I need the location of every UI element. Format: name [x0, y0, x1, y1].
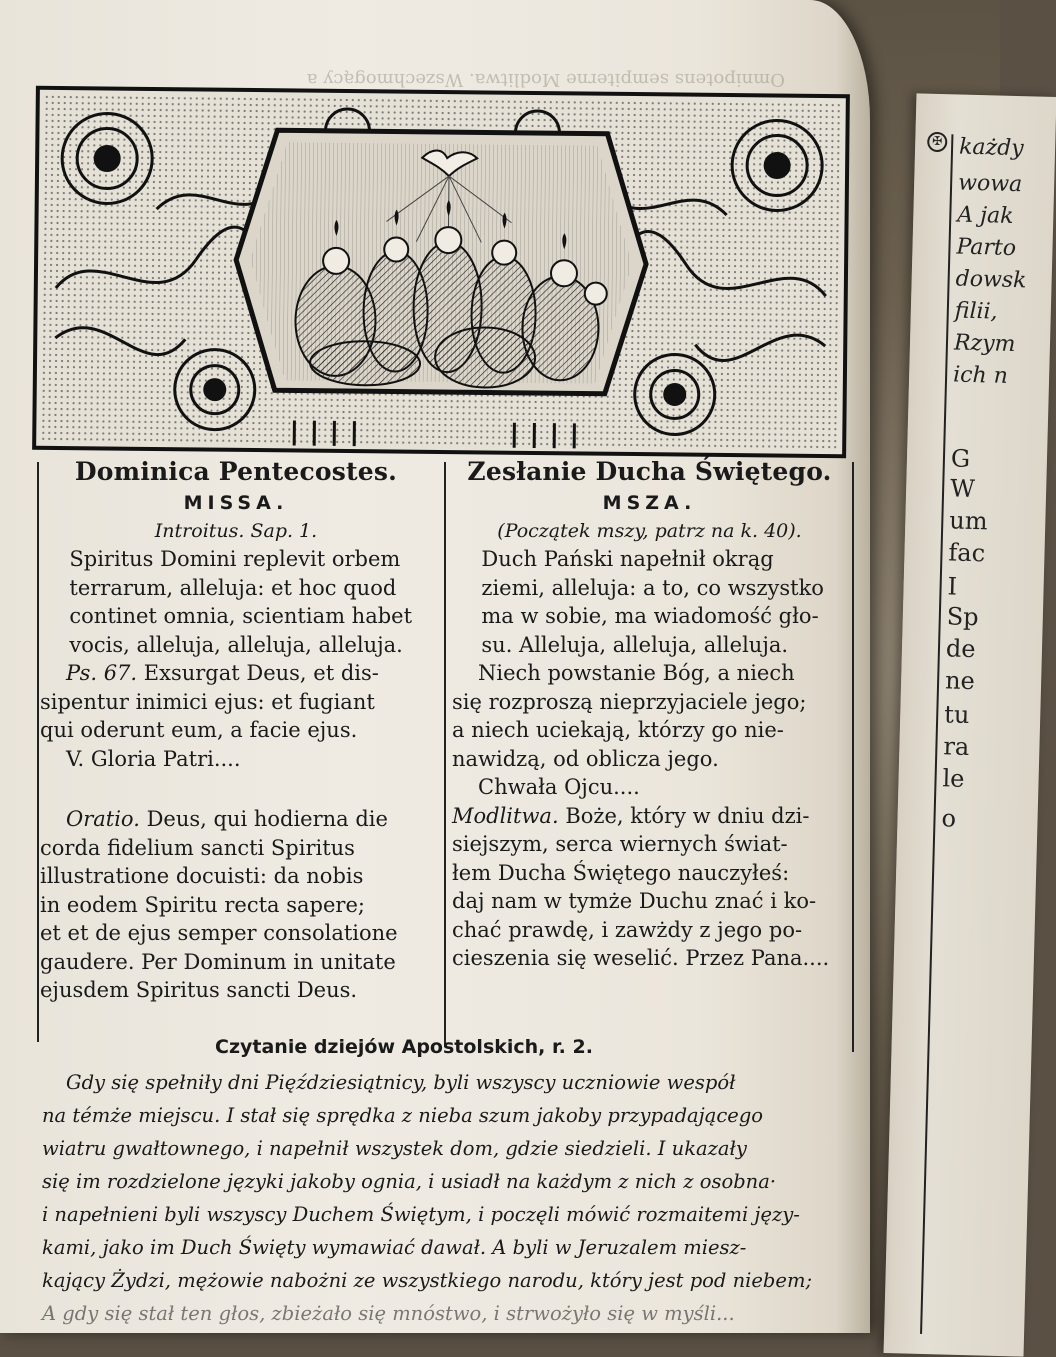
adjacent-page-line: ich n — [953, 362, 1008, 388]
text-line: łem Ducha Świętego nauczyłeś: — [452, 859, 847, 888]
adjacent-page-line: I — [947, 572, 957, 600]
adjacent-page-line: ra — [943, 732, 970, 761]
latin-psalm-cont — [40, 688, 432, 774]
acts-reading — [42, 1066, 842, 1330]
text-line: gaudere. Per Dominum in unitate — [40, 948, 432, 977]
adjacent-page-line: o — [941, 804, 956, 832]
adjacent-page-line: Sp — [946, 602, 979, 631]
text-line: et et de ejus semper consolatione — [40, 919, 432, 948]
section-mark-icon: ✠ — [927, 132, 948, 153]
adjacent-page-line: W — [950, 474, 975, 503]
adjacent-page-line: Parto — [956, 234, 1016, 261]
text-line: corda fidelium sancti Spiritus — [40, 834, 432, 863]
polish-introitus — [452, 545, 847, 659]
bleed-through-text: Omnipotens sempiterne Modlitwa. Wszechmogący a — [95, 60, 785, 90]
adjacent-page-line: dowsk — [955, 266, 1026, 293]
text-line: chać prawdę, i zawżdy z jego po- — [452, 916, 847, 945]
oratio-label: Oratio. — [66, 807, 140, 831]
latin-column — [40, 455, 432, 1005]
polish-subtitle: MSZA. — [452, 489, 847, 517]
modlitwa-first: Boże, który w dniu dzi- — [559, 804, 810, 828]
text-line — [66, 659, 432, 688]
column-rule-center — [444, 462, 446, 1047]
psalm-first: Exsurgat Deus, et dis- — [137, 661, 379, 685]
column-rule-right — [852, 462, 854, 1052]
latin-intro-ref: Introitus. Sap. 1. — [40, 517, 432, 545]
text-line: ejusdem Spiritus sancti Deus. — [40, 976, 432, 1005]
adjacent-page-line: de — [946, 634, 976, 663]
text-line: daj nam w tymże Duchu znać i ko- — [452, 887, 847, 916]
adjacent-page-line: każdy — [959, 135, 1024, 162]
psalm-label: Ps. 67. — [66, 661, 137, 685]
text-line: ma w sobie, ma wiadomość gło- — [452, 602, 847, 631]
adjacent-page-line: filii, — [955, 298, 998, 324]
text-line: vocis, alleluja, alleluja, alleluja. — [40, 631, 432, 660]
text-line: nawidzą, od oblicza jego. — [452, 745, 847, 774]
polish-intro-ref: (Początek mszy, patrz na k. 40). — [452, 517, 847, 545]
text-line: wiatru gwałtownego, i napełnił wszystek dom, gdzie siedzieli. I ukazały — [42, 1132, 842, 1165]
modlitwa-label: Modlitwa. — [452, 804, 559, 828]
text-line: na témże miejscu. I stał się sprędka z nieba szum jakoby przypadającego — [42, 1099, 842, 1132]
text-line: in eodem Spiritu recta sapere; — [40, 891, 432, 920]
text-line: kami, jako im Duch Święty wymawiać dawał. A byli w Jeruzalem miesz- — [42, 1231, 842, 1264]
adjacent-page-line: ne — [945, 666, 975, 695]
text-line: qui oderunt eum, a facie ejus. — [40, 716, 432, 745]
polish-column — [452, 455, 847, 973]
text-line: A gdy się stał ten głos, zbieżało się mnóstwo, i strwożyło się w myśli... — [42, 1297, 842, 1330]
text-line: terrarum, alleluja: et hoc quod — [40, 574, 432, 603]
text-line: sipentur inimici ejus: et fugiant — [40, 688, 432, 717]
text-line: su. Alleluja, alleluja, alleluja. — [452, 631, 847, 660]
text-line: się rozproszą nieprzyjaciele jego; — [452, 688, 847, 717]
latin-introitus — [40, 545, 432, 659]
text-line: cieszenia się weselić. Przez Pana.... — [452, 944, 847, 973]
text-line: kający Żydzi, mężowie nabożni ze wszystkiego narodu, który jest pod niebem; — [42, 1264, 842, 1297]
text-line: continet omnia, scientiam habet — [40, 602, 432, 631]
text-line: Chwała Ojcu.... — [452, 773, 847, 802]
text-line: Spiritus Domini replevit orbem — [40, 545, 432, 574]
oratio-first: Deus, qui hodierna die — [140, 807, 388, 831]
latin-psalm — [40, 659, 432, 688]
polish-oratio — [452, 802, 847, 973]
adjacent-page-line: tu — [944, 700, 970, 729]
latin-oratio — [40, 805, 432, 834]
text-line: siejszym, serca wiernych świat- — [452, 830, 847, 859]
text-line — [452, 802, 847, 831]
text-line: V. Gloria Patri.... — [40, 745, 432, 774]
text-line: illustratione docuisti: da nobis — [40, 862, 432, 891]
adjacent-page-line: le — [942, 764, 965, 793]
adjacent-page-line: um — [949, 506, 988, 535]
latin-oratio-cont — [40, 834, 432, 1005]
adjacent-page-line: fac — [948, 538, 985, 567]
adjacent-page-line: wowa — [958, 171, 1023, 198]
pentecost-engraving — [34, 88, 848, 456]
text-line: Gdy się spełniły dni Pięździesiątnicy, byli wszyscy uczniowie wespół — [42, 1066, 842, 1099]
text-line: i napełnieni byli wszyscy Duchem Świętym, i poczęli mówić rozmaitemi języ- — [42, 1198, 842, 1231]
text-line: ziemi, alleluja: a to, co wszystko — [452, 574, 847, 603]
text-line: się im rozdzielone języki jakoby ognia, i usiadł na każdym z nich z osobna· — [42, 1165, 842, 1198]
adjacent-page-line: G — [951, 444, 971, 472]
reading-title: Czytanie dziejów Apostolskich, r. 2. — [215, 1036, 735, 1058]
latin-subtitle: MISSA. — [40, 489, 432, 517]
engraving-illustration-icon — [34, 88, 848, 456]
polish-psalm — [452, 659, 847, 802]
adjacent-page-line: Rzym — [954, 330, 1016, 357]
column-rule-left — [37, 462, 39, 1042]
polish-title: Zesłanie Ducha Świętego. — [452, 455, 847, 489]
adjacent-page-line: A jak — [957, 202, 1014, 228]
text-line — [66, 805, 432, 834]
text-line: Niech powstanie Bóg, a niech — [452, 659, 847, 688]
text-line: a niech uciekają, którzy go nie- — [452, 716, 847, 745]
text-line: Duch Pański napełnił okrąg — [452, 545, 847, 574]
latin-title: Dominica Pentecostes. — [40, 455, 432, 489]
